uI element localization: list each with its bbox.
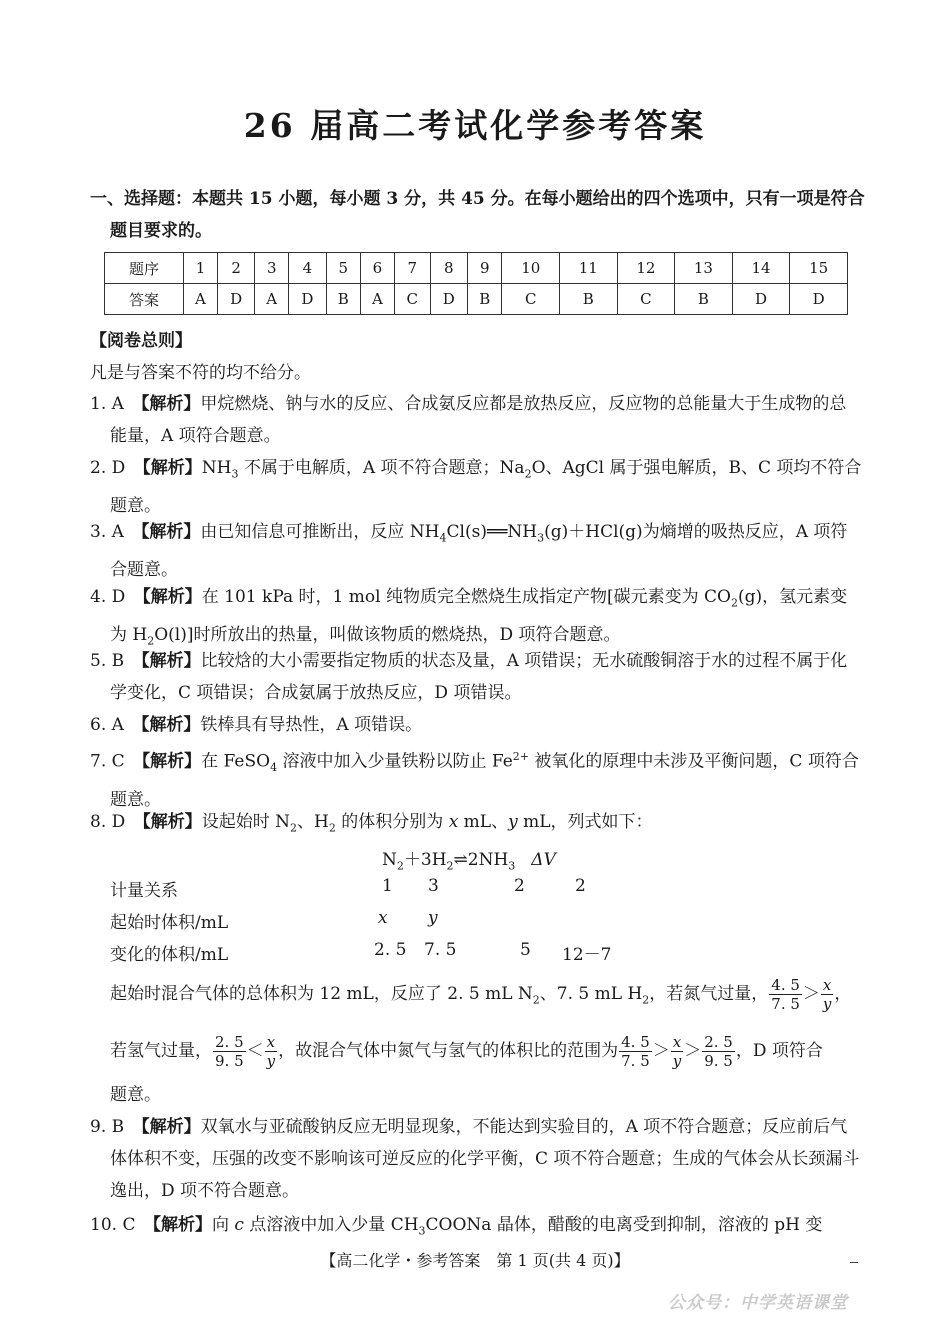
subscript: 4 [439, 531, 447, 545]
analysis-tag: 【解析】 [141, 751, 202, 772]
list-item [90, 709, 862, 741]
eq-cell: 7. 5 [424, 940, 457, 960]
calc-text: ，若氮气过量， [649, 984, 769, 1004]
fraction-numerator: 4. 5 [621, 1033, 650, 1051]
table-cell: C [617, 284, 675, 315]
item-number: 10. C [90, 1215, 136, 1235]
item-text: O、AgCl 属于强电解质，B、C 项均不符合题意。 [110, 458, 862, 517]
row-label-numbers: 题序 [105, 253, 184, 284]
list-item [90, 806, 862, 844]
page-footer: 【高二化学・参考答案 第 1 页(共 4 页)】 [320, 1251, 630, 1270]
item-number: 5. B [90, 651, 125, 671]
item-text: COONa 晶体，醋酸的电离受到抑制，溶液的 pH 变 [425, 1215, 823, 1235]
calc-text: 起始时混合气体的总体积为 12 mL，反应了 2. 5 mL N [110, 984, 533, 1004]
analysis-tag: 【解析】 [140, 522, 201, 542]
subscript: 3 [508, 859, 516, 873]
calc-text: ＞ [652, 1041, 670, 1061]
calc-text: ＞ [802, 984, 820, 1004]
list-item [90, 645, 862, 709]
list-item [90, 388, 862, 452]
table-cell: 11 [560, 253, 618, 284]
table-cell: A [184, 284, 218, 315]
fraction-numerator: x [265, 1033, 277, 1052]
item-text: NH [201, 458, 232, 478]
item-text: 溶液中加入少量铁粉以防止 Fe [277, 751, 513, 772]
calc-text: ， [834, 984, 852, 1004]
fraction [671, 1033, 683, 1070]
eq-cell: 2 [514, 876, 525, 896]
analysis-tag: 【解析】 [140, 394, 201, 414]
list-item [90, 1111, 862, 1207]
list-item [90, 1210, 822, 1237]
table-cell: 2 [217, 253, 254, 284]
table-cell: 1 [184, 253, 218, 284]
eq-row-label: 起始时体积/mL [110, 913, 229, 933]
table-cell: 4 [289, 253, 326, 284]
table-cell: D [289, 284, 326, 315]
table-row-numbers [105, 253, 848, 284]
calc-text: 、7. 5 mL H [539, 984, 643, 1004]
item-text: 、H [297, 812, 329, 832]
eq-cell: 5 [520, 940, 531, 960]
subscript: 2 [446, 859, 454, 873]
item-text: mL、 [458, 812, 509, 832]
item-text: 由已知信息可推断出，反应 NH [200, 522, 440, 542]
analysis-tag: 【解析】 [152, 1215, 212, 1235]
subscript: 2 [147, 634, 155, 648]
calc-text: ，D 项符合 [735, 1041, 823, 1061]
item-number: 2. D [90, 458, 126, 478]
variable: x [448, 812, 459, 832]
item-text: 被氧化的原理中未涉及平衡问题，C 项符合题意。 [110, 751, 859, 811]
fraction-numerator: 2. 5 [704, 1033, 733, 1051]
eq-part: ⇌2NH [453, 850, 509, 870]
fraction-denominator: 7. 5 [621, 1052, 650, 1070]
table-cell: 5 [326, 253, 360, 284]
table-cell: D [430, 284, 467, 315]
subscript: 4 [270, 761, 278, 775]
table-cell: D [732, 284, 790, 315]
eq-cell: 1 [382, 876, 393, 896]
table-cell: 7 [394, 253, 430, 284]
fraction [213, 1033, 246, 1070]
table-cell: B [560, 284, 618, 315]
variable: c [234, 1215, 244, 1235]
item-text: 在 FeSO [201, 751, 271, 772]
fraction-numerator: 2. 5 [215, 1033, 244, 1051]
fraction-denominator: y [672, 1052, 682, 1070]
item-text: (g)＋HCl(g)为熵增的吸热反应，A 项符合题意。 [110, 522, 848, 581]
subscript: 2 [328, 821, 336, 835]
table-cell: 3 [255, 253, 289, 284]
calc-text: ，故混合气体中氮气与氢气的体积比的范围为 [278, 1041, 619, 1061]
eq-part: ΔV [531, 850, 556, 870]
fraction-numerator: x [671, 1033, 683, 1052]
analysis-tag: 【解析】 [142, 458, 202, 478]
subscript: 3 [537, 531, 545, 545]
eq-part: N [382, 850, 397, 870]
analysis-tag: 【解析】 [142, 812, 202, 832]
subscript: 2 [730, 596, 738, 610]
list-item [90, 741, 862, 816]
subscript: 2 [290, 821, 298, 835]
item-number: 1. A [90, 394, 124, 414]
table-cell: A [360, 284, 394, 315]
watermark: 公众号：中学英语课堂 [668, 1293, 848, 1313]
item-text: 点溶液中加入少量 CH [243, 1215, 419, 1235]
item-number: 9. B [90, 1117, 125, 1137]
analysis-tag: 【解析】 [141, 1117, 201, 1137]
table-cell: 6 [360, 253, 394, 284]
eq-part: ＋3H [403, 850, 447, 870]
subscript: 2 [396, 859, 404, 873]
fraction [265, 1033, 277, 1070]
calc-line-2 [110, 1031, 823, 1071]
page-title: 26 届高二考试化学参考答案 [243, 106, 707, 145]
item-number: 7. C [90, 751, 125, 772]
calc-text: ＞ [684, 1041, 702, 1061]
fraction-denominator: 9. 5 [704, 1052, 733, 1070]
table-cell: 14 [732, 253, 790, 284]
fraction [769, 976, 802, 1013]
list-item [90, 452, 862, 522]
item-number: 8. D [90, 812, 126, 832]
fraction-denominator: y [822, 995, 832, 1013]
item-text: 甲烷燃烧、钠与水的反应、合成氨反应都是放热反应，反应物的总能量大于生成物的总能量，A 项符合题意。 [110, 394, 847, 446]
eq-row-label: 计量关系 [110, 881, 178, 901]
variable: y [508, 812, 518, 832]
analysis-tag: 【解析】 [142, 587, 202, 607]
item-text: 比较焓的大小需要指定物质的状态及量，A 项错误；无水硫酸铜溶于水的过程不属于化学变化，C 项错误；合成氨属于放热反应，D 项错误。 [110, 651, 848, 703]
eq-cell: y [428, 908, 438, 928]
fraction-numerator: 4. 5 [771, 976, 800, 994]
item-text: (g)，氢元素变为 H [110, 587, 848, 646]
subscript: 3 [418, 1224, 426, 1238]
divider [850, 1262, 858, 1263]
reaction-equation [382, 845, 556, 872]
fraction-numerator: x [821, 976, 833, 995]
item-text: Cl(s)══NH [446, 522, 538, 542]
calc-text: 若氢气过量， [110, 1041, 212, 1061]
eq-cell: x [378, 908, 388, 928]
item-text: O(l)]时所放出的热量，叫做该物质的燃烧热，D 项符合题意。 [154, 625, 621, 646]
calc-line-1 [110, 974, 851, 1020]
item-number: 4. D [90, 587, 126, 607]
row-label-answers: 答案 [105, 284, 184, 315]
item-text: 双氧水与亚硫酸钠反应无明显现象，不能达到实验目的，A 项不符合题意；反应前后气体体积不变，压强的改变不影响该可逆反应的化学平衡，C 项不符合题意；生成的气体会从长颈漏斗逸出，D 项不符合题意。 [110, 1117, 860, 1201]
fraction [619, 1033, 652, 1070]
eq-row-label: 变化的体积/mL [110, 945, 229, 965]
fraction [821, 976, 833, 1013]
table-cell: C [394, 284, 430, 315]
table-cell: D [790, 284, 848, 315]
table-cell: 8 [430, 253, 467, 284]
table-cell: C [502, 284, 560, 315]
subscript: 2 [532, 993, 540, 1007]
calc-line-3: 题意。 [110, 1085, 161, 1105]
item-text: 不属于电解质，A 项不符合题意；Na [238, 458, 525, 478]
eq-cell: 2 [575, 876, 586, 896]
section-heading: 一、选择题：本题共 15 小题，每小题 3 分，共 45 分。在每小题给出的四个选项中，只有一项是符合题目要求的。 [90, 189, 865, 241]
item-text: 在 101 kPa 时，1 mol 纯物质完全燃烧生成指定产物[碳元素变为 CO [201, 587, 731, 607]
answer-table [104, 252, 848, 315]
table-cell: B [675, 284, 733, 315]
analysis-tag: 【解析】 [141, 651, 201, 671]
subscript: 2 [524, 467, 532, 481]
item-text: 设起始时 N [201, 812, 291, 832]
table-cell: 15 [790, 253, 848, 284]
fraction-denominator: y [266, 1052, 276, 1070]
list-item [90, 516, 862, 586]
rules-text: 凡是与答案不符的均不给分。 [90, 363, 311, 383]
item-text: 铁棒具有导热性，A 项错误。 [200, 715, 423, 735]
eq-cell: 3 [428, 876, 439, 896]
fraction-denominator: 9. 5 [215, 1052, 244, 1070]
table-cell: 10 [502, 253, 560, 284]
fraction-denominator: 7. 5 [771, 995, 800, 1013]
calc-text: ＜ [246, 1041, 264, 1061]
subscript: 3 [231, 467, 239, 481]
subscript: 2 [642, 993, 650, 1007]
item-text: 的体积分别为 [335, 812, 449, 832]
table-row-answers [105, 284, 848, 315]
table-cell: 13 [675, 253, 733, 284]
table-cell: 12 [617, 253, 675, 284]
eq-cell: 12－7 [562, 945, 612, 965]
item-number: 3. A [90, 522, 124, 542]
table-cell: 9 [467, 253, 501, 284]
table-cell: A [255, 284, 289, 315]
item-number: 6. A [90, 715, 124, 735]
table-cell: B [326, 284, 360, 315]
rules-heading: 【阅卷总则】 [90, 331, 192, 351]
item-text: mL，列式如下： [517, 812, 653, 832]
table-cell: B [467, 284, 501, 315]
item-text: 向 [211, 1215, 235, 1235]
table-cell: D [217, 284, 254, 315]
analysis-tag: 【解析】 [140, 715, 201, 735]
fraction [702, 1033, 735, 1070]
eq-cell: 2. 5 [374, 940, 407, 960]
superscript: 2+ [512, 750, 530, 763]
